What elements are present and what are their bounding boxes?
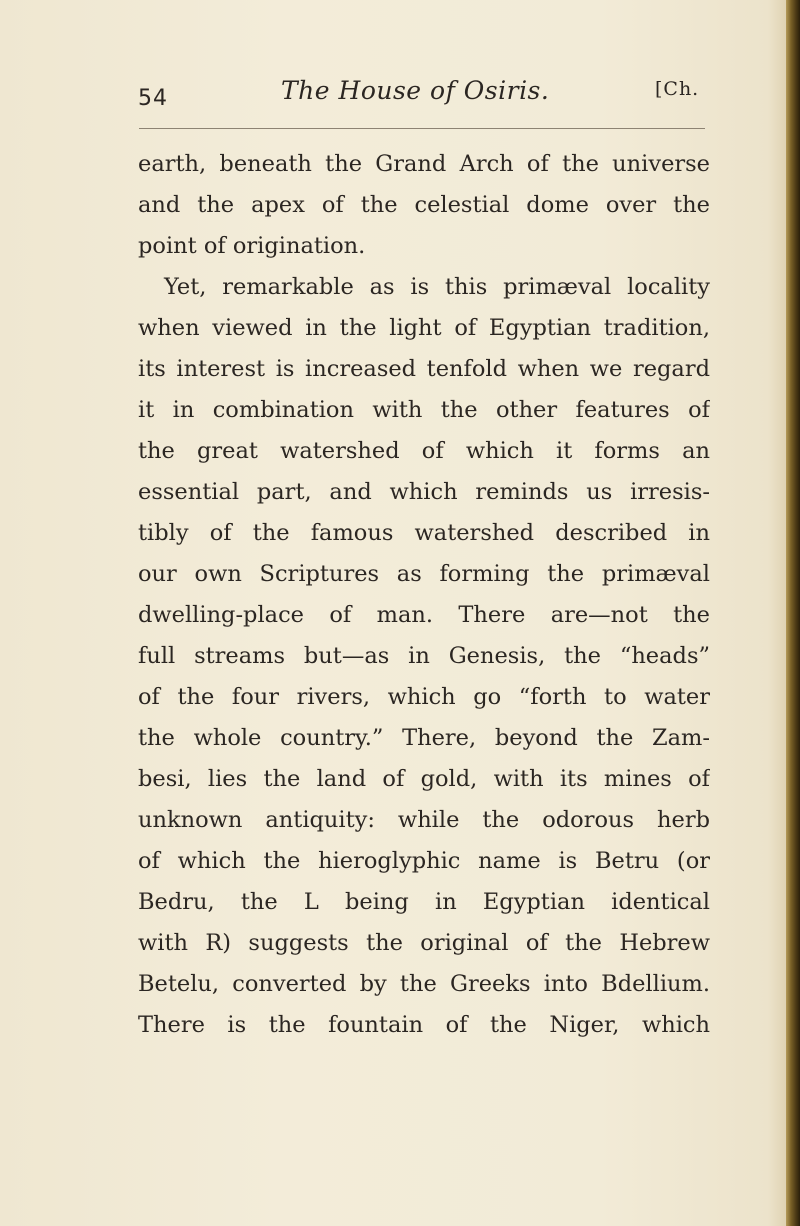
text-line: There is the fountain of the Niger, which	[138, 1012, 710, 1038]
text-line: besi, lies the land of gold, with its mines of	[138, 766, 710, 792]
chapter-mark: [Ch.	[655, 78, 700, 100]
text-line: unknown antiquity: while the odorous herb	[138, 807, 710, 833]
text-line: with R) suggests the original of the Hebrew	[138, 930, 710, 956]
page-edge-shadow	[786, 0, 800, 1226]
text-line: Yet, remarkable as is this primæval locality	[164, 274, 710, 300]
header-rule	[139, 128, 705, 129]
page-header	[138, 76, 708, 116]
page-number: 54	[138, 86, 168, 111]
text-line: essential part, and which reminds us irresis-	[138, 479, 710, 505]
text-line: tibly of the famous watershed described in	[138, 520, 710, 546]
text-line: of the four rivers, which go “forth to water	[138, 684, 710, 710]
text-line: its interest is increased tenfold when we regard	[138, 356, 710, 382]
text-line: point of origination.	[138, 233, 366, 259]
text-line: of which the hieroglyphic name is Betru (or	[138, 848, 710, 874]
text-line: Bedru, the L being in Egyptian identical	[138, 889, 710, 915]
running-title: The House of Osiris.	[281, 76, 550, 105]
text-line: our own Scriptures as forming the primæval	[138, 561, 710, 587]
text-line: earth, beneath the Grand Arch of the universe	[138, 151, 710, 177]
text-line: dwelling-place of man. There are—not the	[138, 602, 710, 628]
text-line: the great watershed of which it forms an	[138, 438, 710, 464]
text-line: full streams but—as in Genesis, the “heads”	[138, 643, 710, 669]
text-line: Betelu, converted by the Greeks into Bdellium.	[138, 971, 710, 997]
text-line: the whole country.” There, beyond the Zam-	[138, 725, 710, 751]
body-text	[138, 144, 710, 1046]
text-line: it in combination with the other features of	[138, 397, 710, 423]
text-line: when viewed in the light of Egyptian tradition,	[138, 315, 710, 341]
text-line: and the apex of the celestial dome over the	[138, 192, 710, 218]
